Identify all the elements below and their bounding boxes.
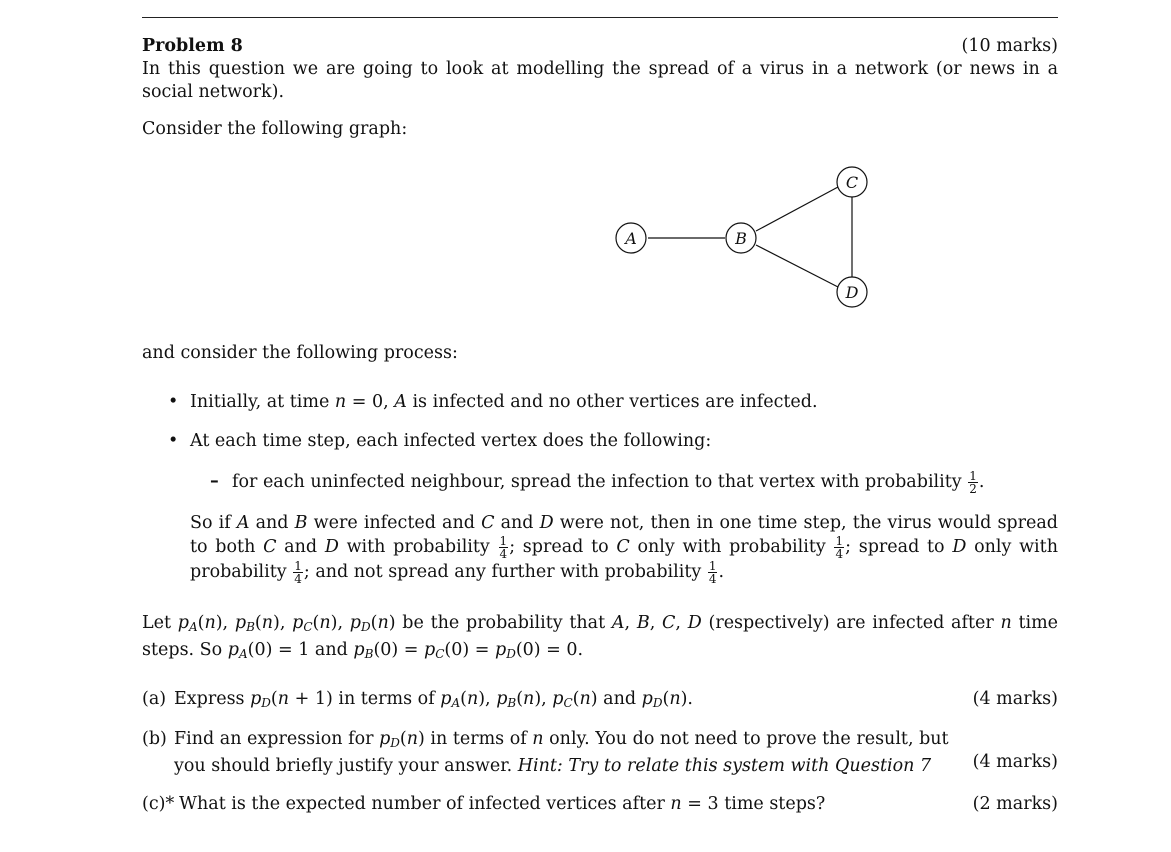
node-label-d: D [845,283,859,302]
question-c-label: (c)* [142,794,175,814]
problem-marks: (10 marks) [961,36,1058,56]
node-label-a: A [625,229,637,248]
question-b-marks: (4 marks) [972,752,1058,772]
intro-paragraph: In this question we are going to look at modelling the spread of a virus in a network (or news in a social network). [142,59,1058,102]
question-c-text: What is the expected number of infected vertices after n = 3 time steps? [179,794,826,814]
virus-network-graph [612,165,902,315]
question-b-text: Find an expression for $p_D(n)$ in terms of n only. You do not need to prove the result, but you should briefly justify your answer. Hint: Try to relate this system with Question 7 [174,729,949,776]
question-a-label: (a) [142,689,167,709]
question-b-label: (b) [142,729,167,749]
question-a-text: Express $p_D(n + 1)$ in terms of $p_A(n)$, $p_B(n)$, $p_C(n)$ and $p_D(n)$. [174,689,693,710]
bullet-dot: • [168,392,179,412]
question-a-marks: (4 marks) [972,689,1058,709]
consider-graph-text: Consider the following graph: [142,119,408,139]
node-label-b: B [735,229,747,248]
example-paragraph: So if A and B were infected and C and D were not, then in one time step, the virus would spread to both C and D with probability $\frac{1}{4}$ ; spread to C only with probability $\frac{1}{4}$ ; spread to D only with probability $\frac{1}{4}$ ; and not spread any further with probability $\frac{1}{4}$ . [190,513,1058,586]
bullet-initial-state: Initially, at time n = 0, A is infected and no other vertices are infected. [190,392,818,412]
top-rule [142,17,1058,18]
consider-process-text: and consider the following process: [142,343,458,363]
problem-title: Problem 8 [142,36,243,56]
dash-marker: – [210,471,219,491]
bullet-dot: • [168,431,179,451]
edge-b-d [756,245,838,287]
problem-header [142,35,1058,58]
question-c-marks: (2 marks) [972,794,1058,814]
dash-spread-rule: for each uninfected neighbour, spread the infection to that vertex with probability $\frac{1}{2}$ . [232,469,985,496]
bullet-time-step: At each time step, each infected vertex does the following: [190,431,712,451]
definition-paragraph: Let $p_A(n)$, $p_B(n)$, $p_C(n)$, $p_D(n)$ be the probability that A, B, C, D (respectively) are infected after n time steps. So $p_A(0) = 1$ and $p_B(0) = p_C(0) = p_D(0) = 0$. [142,613,1059,661]
node-label-c: C [845,173,859,192]
edge-b-c [756,187,838,231]
